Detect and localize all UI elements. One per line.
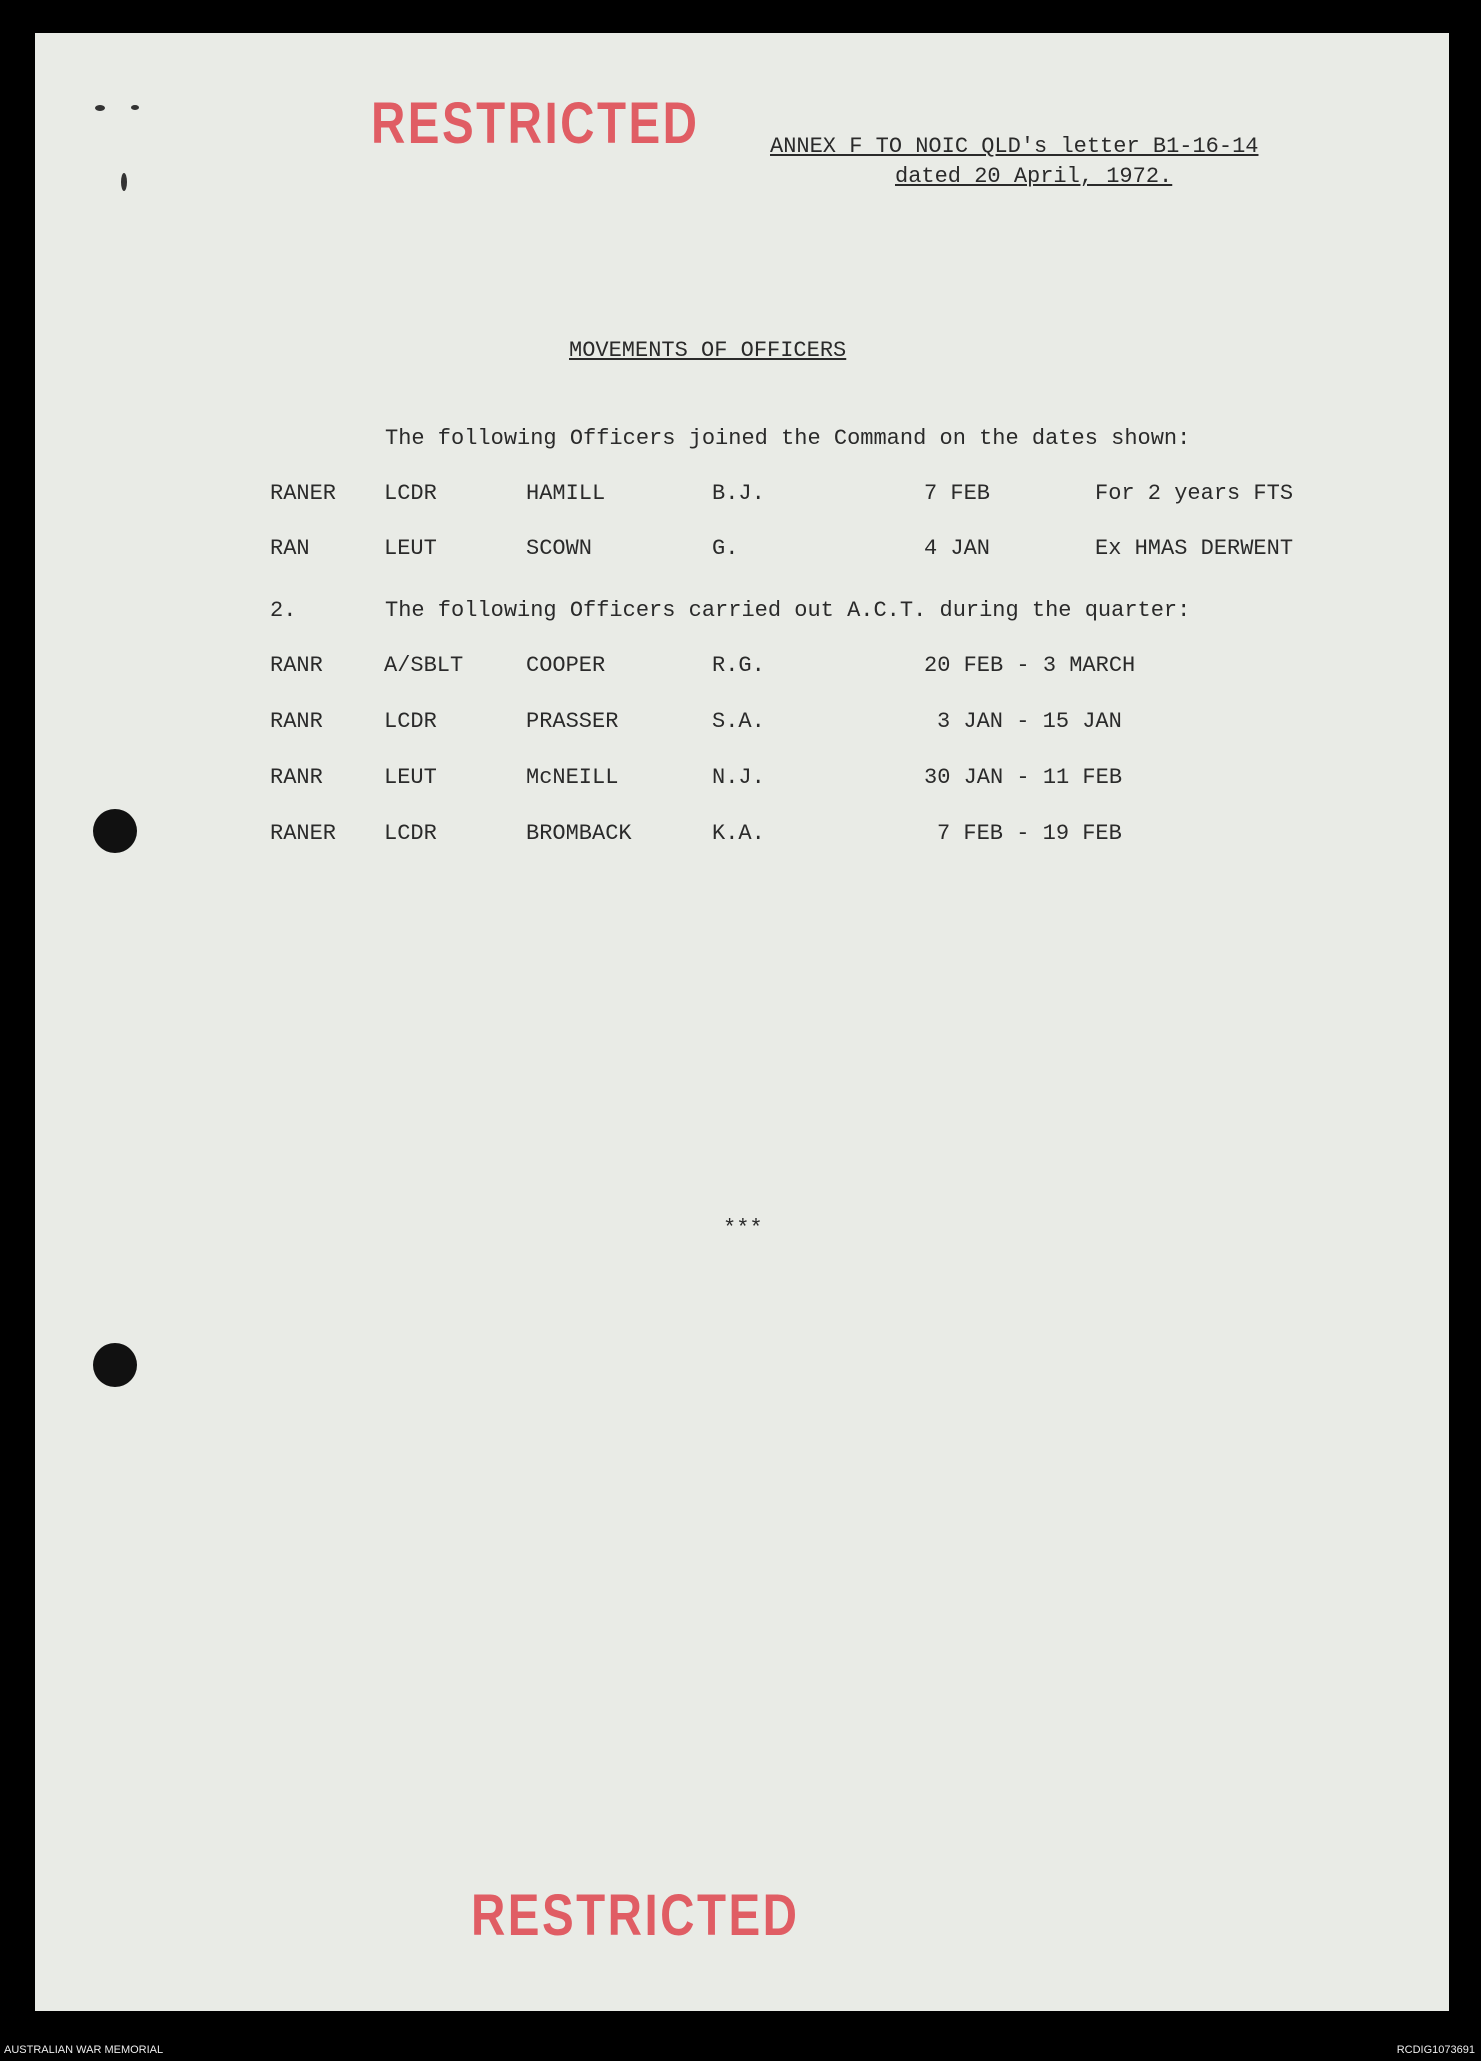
paper-mark (95, 105, 105, 111)
service-cell: RANR (270, 709, 323, 734)
surname-cell: McNEILL (526, 765, 619, 790)
period-cell: 30 JAN - 11 FEB (924, 765, 1123, 790)
rank-cell: LEUT (384, 536, 437, 561)
service-cell: RANR (270, 653, 323, 678)
surname-cell: HAMILL (526, 481, 606, 506)
annex-date: dated 20 April, 1972. (895, 164, 1173, 189)
rank-cell: LCDR (384, 709, 437, 734)
initials-cell: K.A. (712, 821, 765, 846)
date-cell: 4 JAN (924, 536, 991, 561)
initials-cell: R.G. (712, 653, 765, 678)
footer-credit: AUSTRALIAN WAR MEMORIAL (4, 2044, 164, 2056)
table-row (35, 653, 1449, 683)
date-cell: 7 FEB (924, 481, 991, 506)
service-cell: RANER (270, 481, 337, 506)
rank-cell: LCDR (384, 481, 437, 506)
table-row (35, 536, 1449, 566)
surname-cell: COOPER (526, 653, 606, 678)
punch-hole (93, 1343, 137, 1387)
section2-intro: The following Officers carried out A.C.T. during the quarter: (385, 598, 1191, 623)
table-row (35, 481, 1449, 511)
table-row (35, 821, 1449, 851)
service-cell: RANR (270, 765, 323, 790)
rank-cell: A/SBLT (384, 653, 464, 678)
document-page (35, 33, 1449, 2011)
restricted-stamp-top: RESTRICTED (371, 91, 700, 156)
punch-hole (93, 809, 137, 853)
rank-cell: LCDR (384, 821, 437, 846)
section2-number: 2. (270, 598, 297, 623)
restricted-stamp-bottom: RESTRICTED (471, 1883, 800, 1948)
period-cell: 3 JAN - 15 JAN (937, 709, 1122, 734)
paper-mark (121, 173, 127, 191)
remarks-cell: For 2 years FTS (1095, 481, 1294, 506)
document-title: MOVEMENTS OF OFFICERS (569, 338, 847, 363)
surname-cell: PRASSER (526, 709, 619, 734)
period-cell: 7 FEB - 19 FEB (937, 821, 1122, 846)
end-mark: *** (723, 1216, 763, 1241)
table-row (35, 709, 1449, 739)
footer-bar (0, 2041, 1481, 2061)
paper-mark (131, 105, 139, 110)
surname-cell: BROMBACK (526, 821, 632, 846)
table-row (35, 765, 1449, 795)
surname-cell: SCOWN (526, 536, 593, 561)
initials-cell: N.J. (712, 765, 765, 790)
initials-cell: G. (712, 536, 739, 561)
remarks-cell: Ex HMAS DERWENT (1095, 536, 1294, 561)
rank-cell: LEUT (384, 765, 437, 790)
service-cell: RANER (270, 821, 337, 846)
initials-cell: B.J. (712, 481, 765, 506)
footer-id: RCDIG1073691 (1396, 2044, 1475, 2056)
annex-reference: ANNEX F TO NOIC QLD's letter B1-16-14 (770, 134, 1259, 159)
initials-cell: S.A. (712, 709, 765, 734)
service-cell: RAN (270, 536, 310, 561)
section1-intro: The following Officers joined the Command on the dates shown: (385, 426, 1191, 451)
period-cell: 20 FEB - 3 MARCH (924, 653, 1136, 678)
